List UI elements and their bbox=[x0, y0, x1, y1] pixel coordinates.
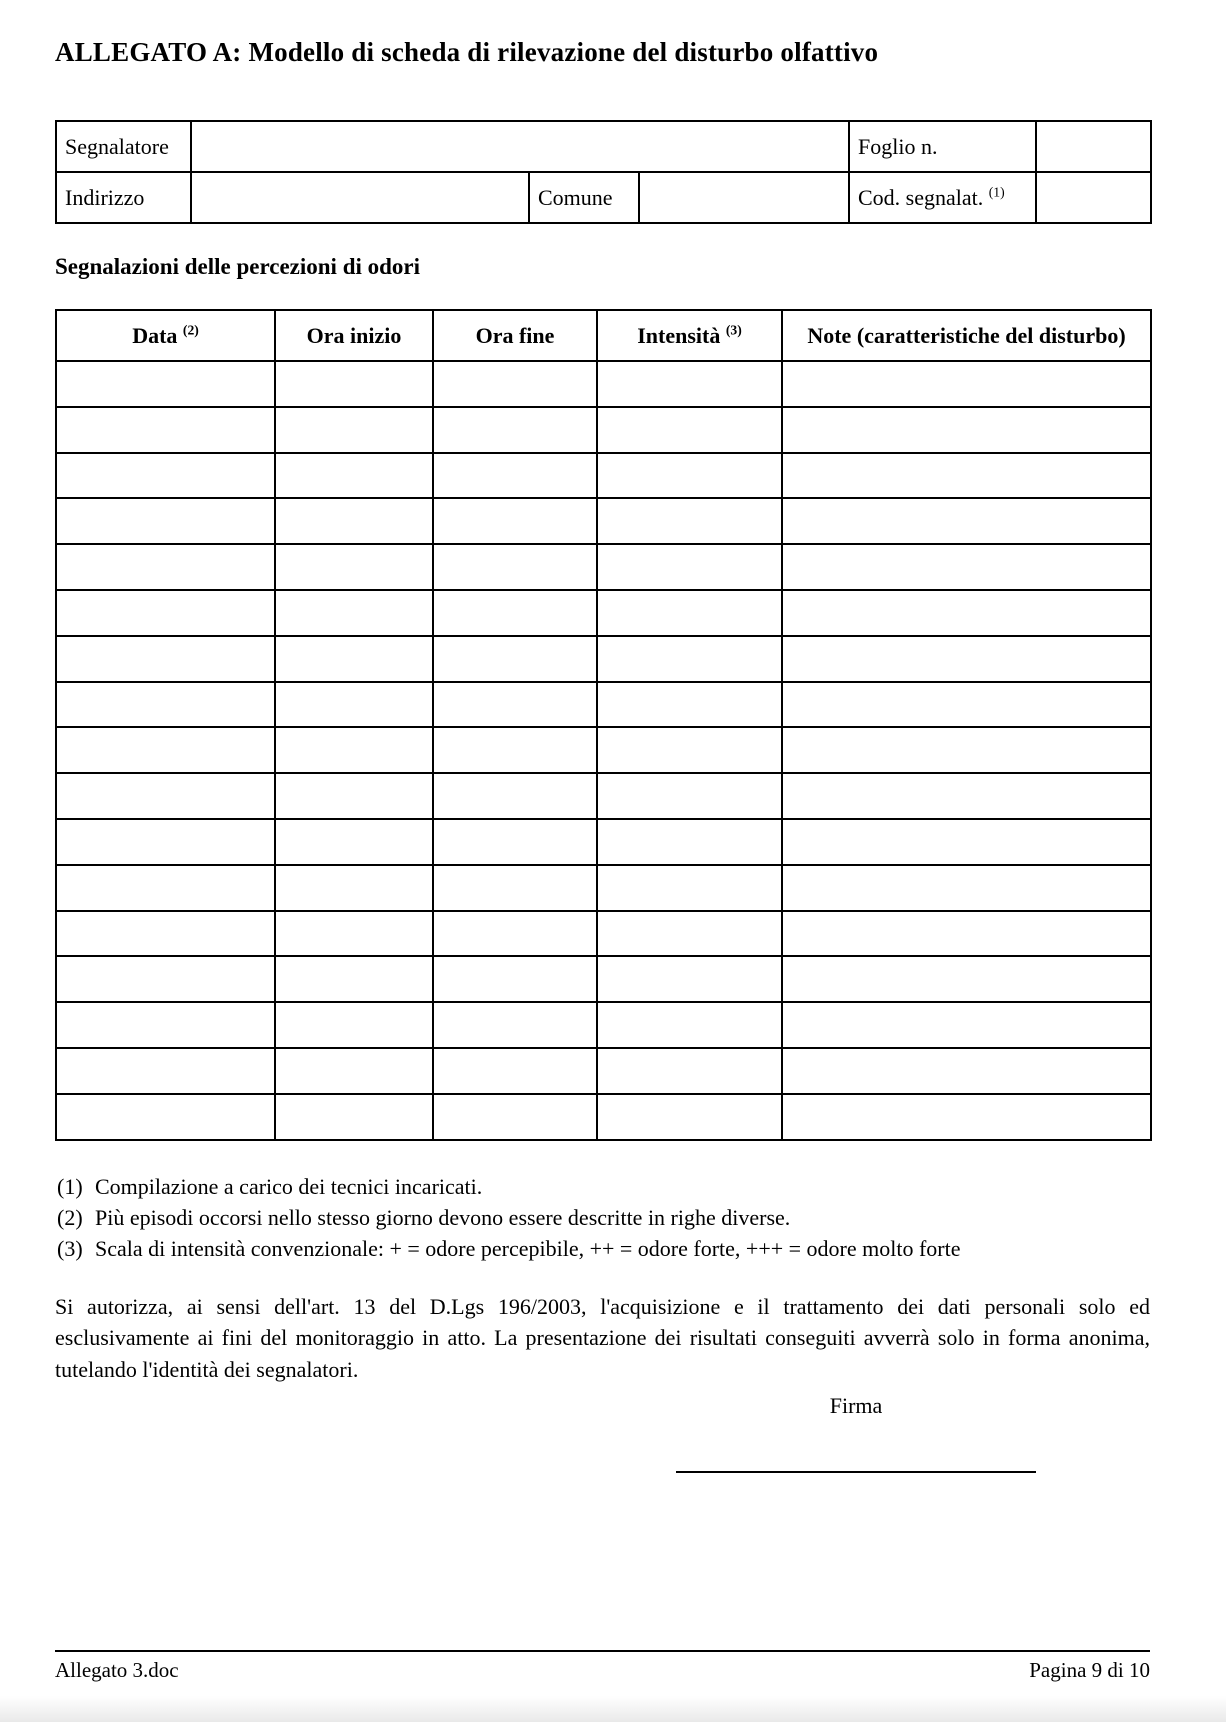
odor-table-empty-cell bbox=[275, 727, 433, 773]
indirizzo-value-cell bbox=[191, 172, 529, 223]
footnote-3 bbox=[55, 1233, 1150, 1264]
odor-table-empty-row bbox=[56, 1094, 1151, 1140]
page-content bbox=[55, 0, 1150, 1473]
odor-table-empty-cell bbox=[275, 453, 433, 499]
footnote-3-text: Scala di intensità convenzionale: + = odore percepibile, ++ = odore forte, +++ = odore molto forte bbox=[95, 1235, 961, 1261]
footnote-1-number: (1) bbox=[57, 1173, 83, 1199]
footnote-3-number: (3) bbox=[57, 1235, 83, 1261]
odor-table-empty-cell bbox=[597, 865, 782, 911]
section-heading: Segnalazioni delle percezioni di odori bbox=[55, 254, 421, 279]
footer-page-number: Pagina 9 di 10 bbox=[1029, 1658, 1150, 1682]
odor-table-empty-cell bbox=[782, 682, 1151, 728]
info-row-segnalatore bbox=[56, 121, 1151, 172]
column-header-ora-inizio-text: Ora inizio bbox=[306, 322, 402, 348]
signature-label: Firma bbox=[829, 1393, 883, 1419]
odor-table-empty-row bbox=[56, 682, 1151, 728]
odor-table-empty-cell bbox=[275, 1002, 433, 1048]
odor-table-empty-cell bbox=[782, 819, 1151, 865]
odor-table-empty-cell bbox=[782, 407, 1151, 453]
odor-table-empty-cell bbox=[275, 956, 433, 1002]
column-header-intensita bbox=[597, 310, 782, 361]
odor-table-empty-cell bbox=[597, 590, 782, 636]
column-header-data bbox=[56, 310, 275, 361]
odor-table-empty-cell bbox=[597, 682, 782, 728]
signature-line bbox=[676, 1471, 1036, 1473]
column-header-data-text: Data bbox=[132, 322, 178, 348]
column-header-data-superscript: (2) bbox=[182, 322, 199, 338]
odor-table-empty-cell bbox=[782, 1094, 1151, 1140]
column-header-intensita-text: Intensità bbox=[637, 322, 721, 348]
odor-table-empty-cell bbox=[782, 911, 1151, 957]
odor-table-empty-cell bbox=[433, 1048, 597, 1094]
odor-table-empty-cell bbox=[782, 727, 1151, 773]
signature-block bbox=[676, 1392, 1036, 1473]
odor-table-empty-row bbox=[56, 773, 1151, 819]
odor-table-empty-row bbox=[56, 911, 1151, 957]
odor-table-empty-cell bbox=[597, 819, 782, 865]
odor-table-empty-row bbox=[56, 727, 1151, 773]
odor-table-empty-cell bbox=[433, 498, 597, 544]
odor-table-empty-cell bbox=[433, 453, 597, 499]
footnotes-list bbox=[55, 1171, 1150, 1264]
odor-table-empty-cell bbox=[782, 773, 1151, 819]
odor-table-empty-cell bbox=[597, 636, 782, 682]
odor-table-empty-cell bbox=[56, 819, 275, 865]
odor-table-empty-cell bbox=[56, 407, 275, 453]
odor-table-empty-cell bbox=[782, 956, 1151, 1002]
cod-segnalat-superscript: (1) bbox=[988, 184, 1005, 200]
odor-table-empty-cell bbox=[56, 544, 275, 590]
segnalatore-value-cell bbox=[191, 121, 849, 172]
cod-segnalat-value-cell bbox=[1036, 172, 1151, 223]
odor-table-empty-cell bbox=[275, 544, 433, 590]
odor-table-empty-cell bbox=[433, 956, 597, 1002]
odor-table-empty-row bbox=[56, 819, 1151, 865]
cod-segnalat-text: Cod. segnalat. bbox=[858, 184, 984, 210]
odor-table-empty-cell bbox=[56, 453, 275, 499]
column-header-ora-fine-text: Ora fine bbox=[475, 322, 555, 348]
footer-filename: Allegato 3.doc bbox=[55, 1658, 179, 1682]
odor-table-empty-cell bbox=[782, 1048, 1151, 1094]
odor-table-empty-row bbox=[56, 498, 1151, 544]
odor-table-empty-row bbox=[56, 1048, 1151, 1094]
column-header-note-text: Note (caratteristiche del disturbo) bbox=[807, 322, 1126, 348]
odor-table-empty-row bbox=[56, 453, 1151, 499]
odor-table-empty-cell bbox=[56, 1094, 275, 1140]
odor-table-empty-row bbox=[56, 865, 1151, 911]
odor-table-empty-cell bbox=[782, 865, 1151, 911]
odor-table-empty-cell bbox=[433, 819, 597, 865]
odor-table-empty-cell bbox=[433, 636, 597, 682]
odor-table-empty-cell bbox=[433, 865, 597, 911]
cod-segnalat-label bbox=[849, 172, 1036, 223]
odor-table-empty-cell bbox=[275, 1094, 433, 1140]
footnote-1-text: Compilazione a carico dei tecnici incaricati. bbox=[95, 1173, 483, 1199]
odor-table-empty-cell bbox=[56, 682, 275, 728]
odor-table-empty-row bbox=[56, 1002, 1151, 1048]
odor-table-empty-cell bbox=[275, 498, 433, 544]
odor-table-empty-cell bbox=[433, 911, 597, 957]
odor-table-empty-cell bbox=[433, 1002, 597, 1048]
odor-table-empty-cell bbox=[433, 544, 597, 590]
page-edge-shadow bbox=[0, 1696, 1226, 1722]
odor-table-empty-cell bbox=[275, 361, 433, 407]
odor-table-empty-cell bbox=[433, 727, 597, 773]
odor-table-empty-cell bbox=[433, 682, 597, 728]
odor-table-header-row bbox=[56, 310, 1151, 361]
odor-table-empty-row bbox=[56, 590, 1151, 636]
privacy-authorization-paragraph: Si autorizza, ai sensi dell'art. 13 del D.Lgs 196/2003, l'acquisizione e il trattamento dei dati personali solo ed esclusivamente ai fini del monitoraggio in atto. La presentazione dei risultati conseguiti avverrà solo in forma anonima, tutelando l'identità dei segnalatori. bbox=[55, 1293, 1150, 1382]
odor-table-empty-row bbox=[56, 956, 1151, 1002]
odor-table-empty-cell bbox=[56, 1002, 275, 1048]
foglio-value-cell bbox=[1036, 121, 1151, 172]
odor-table-empty-cell bbox=[275, 407, 433, 453]
odor-table-empty-cell bbox=[597, 407, 782, 453]
footnote-1 bbox=[55, 1171, 1150, 1202]
odor-table-empty-cell bbox=[782, 544, 1151, 590]
footnote-2-text: Più episodi occorsi nello stesso giorno devono essere descritte in righe diverse. bbox=[95, 1204, 791, 1230]
page-footer bbox=[55, 1650, 1150, 1683]
footnote-2-number: (2) bbox=[57, 1204, 83, 1230]
odor-table-empty-cell bbox=[56, 911, 275, 957]
column-header-ora-inizio bbox=[275, 310, 433, 361]
odor-table-empty-cell bbox=[275, 590, 433, 636]
odor-table-empty-cell bbox=[782, 1002, 1151, 1048]
column-header-note bbox=[782, 310, 1151, 361]
column-header-ora-fine bbox=[433, 310, 597, 361]
odor-table-empty-cell bbox=[782, 636, 1151, 682]
odor-table-empty-row bbox=[56, 407, 1151, 453]
odor-table-empty-cell bbox=[597, 956, 782, 1002]
odor-table-empty-cell bbox=[275, 911, 433, 957]
odor-table-empty-cell bbox=[597, 773, 782, 819]
odor-table-empty-cell bbox=[597, 1048, 782, 1094]
odor-table-empty-cell bbox=[597, 911, 782, 957]
odor-report-table bbox=[55, 309, 1152, 1141]
reporter-info-table bbox=[55, 120, 1152, 224]
odor-table-empty-cell bbox=[597, 1094, 782, 1140]
odor-table-empty-row bbox=[56, 544, 1151, 590]
odor-table-empty-cell bbox=[275, 865, 433, 911]
odor-table-empty-cell bbox=[56, 865, 275, 911]
odor-table-empty-cell bbox=[433, 773, 597, 819]
odor-table-empty-cell bbox=[56, 498, 275, 544]
comune-label: Comune bbox=[529, 172, 639, 223]
odor-table-empty-cell bbox=[275, 773, 433, 819]
odor-table-empty-cell bbox=[56, 361, 275, 407]
odor-table-empty-cell bbox=[597, 727, 782, 773]
odor-table-empty-cell bbox=[433, 361, 597, 407]
odor-table-empty-cell bbox=[56, 1048, 275, 1094]
odor-table-empty-cell bbox=[782, 361, 1151, 407]
foglio-label: Foglio n. bbox=[849, 121, 1036, 172]
odor-table-empty-cell bbox=[275, 819, 433, 865]
odor-table-empty-cell bbox=[56, 956, 275, 1002]
page-title: ALLEGATO A: Modello di scheda di rilevazione del disturbo olfattivo bbox=[55, 37, 879, 67]
odor-table-empty-cell bbox=[782, 498, 1151, 544]
indirizzo-label: Indirizzo bbox=[56, 172, 191, 223]
odor-table-empty-cell bbox=[597, 361, 782, 407]
footnote-2 bbox=[55, 1202, 1150, 1233]
odor-table-empty-cell bbox=[433, 590, 597, 636]
odor-table-empty-cell bbox=[56, 727, 275, 773]
segnalatore-label: Segnalatore bbox=[56, 121, 191, 172]
odor-table-empty-cell bbox=[782, 590, 1151, 636]
odor-table-empty-cell bbox=[56, 590, 275, 636]
odor-table-empty-cell bbox=[782, 453, 1151, 499]
odor-table-empty-cell bbox=[597, 544, 782, 590]
odor-table-empty-cell bbox=[597, 498, 782, 544]
odor-table-empty-cell bbox=[433, 407, 597, 453]
odor-table-empty-cell bbox=[56, 773, 275, 819]
odor-table-empty-cell bbox=[275, 1048, 433, 1094]
info-row-indirizzo bbox=[56, 172, 1151, 223]
odor-table-empty-cell bbox=[56, 636, 275, 682]
odor-table-empty-cell bbox=[433, 1094, 597, 1140]
odor-table-empty-cell bbox=[275, 636, 433, 682]
odor-table-empty-cell bbox=[597, 453, 782, 499]
odor-table-empty-cell bbox=[597, 1002, 782, 1048]
column-header-intensita-superscript: (3) bbox=[725, 322, 742, 338]
odor-table-empty-cell bbox=[275, 682, 433, 728]
odor-table-empty-row bbox=[56, 636, 1151, 682]
odor-table-empty-row bbox=[56, 361, 1151, 407]
comune-value-cell bbox=[639, 172, 849, 223]
